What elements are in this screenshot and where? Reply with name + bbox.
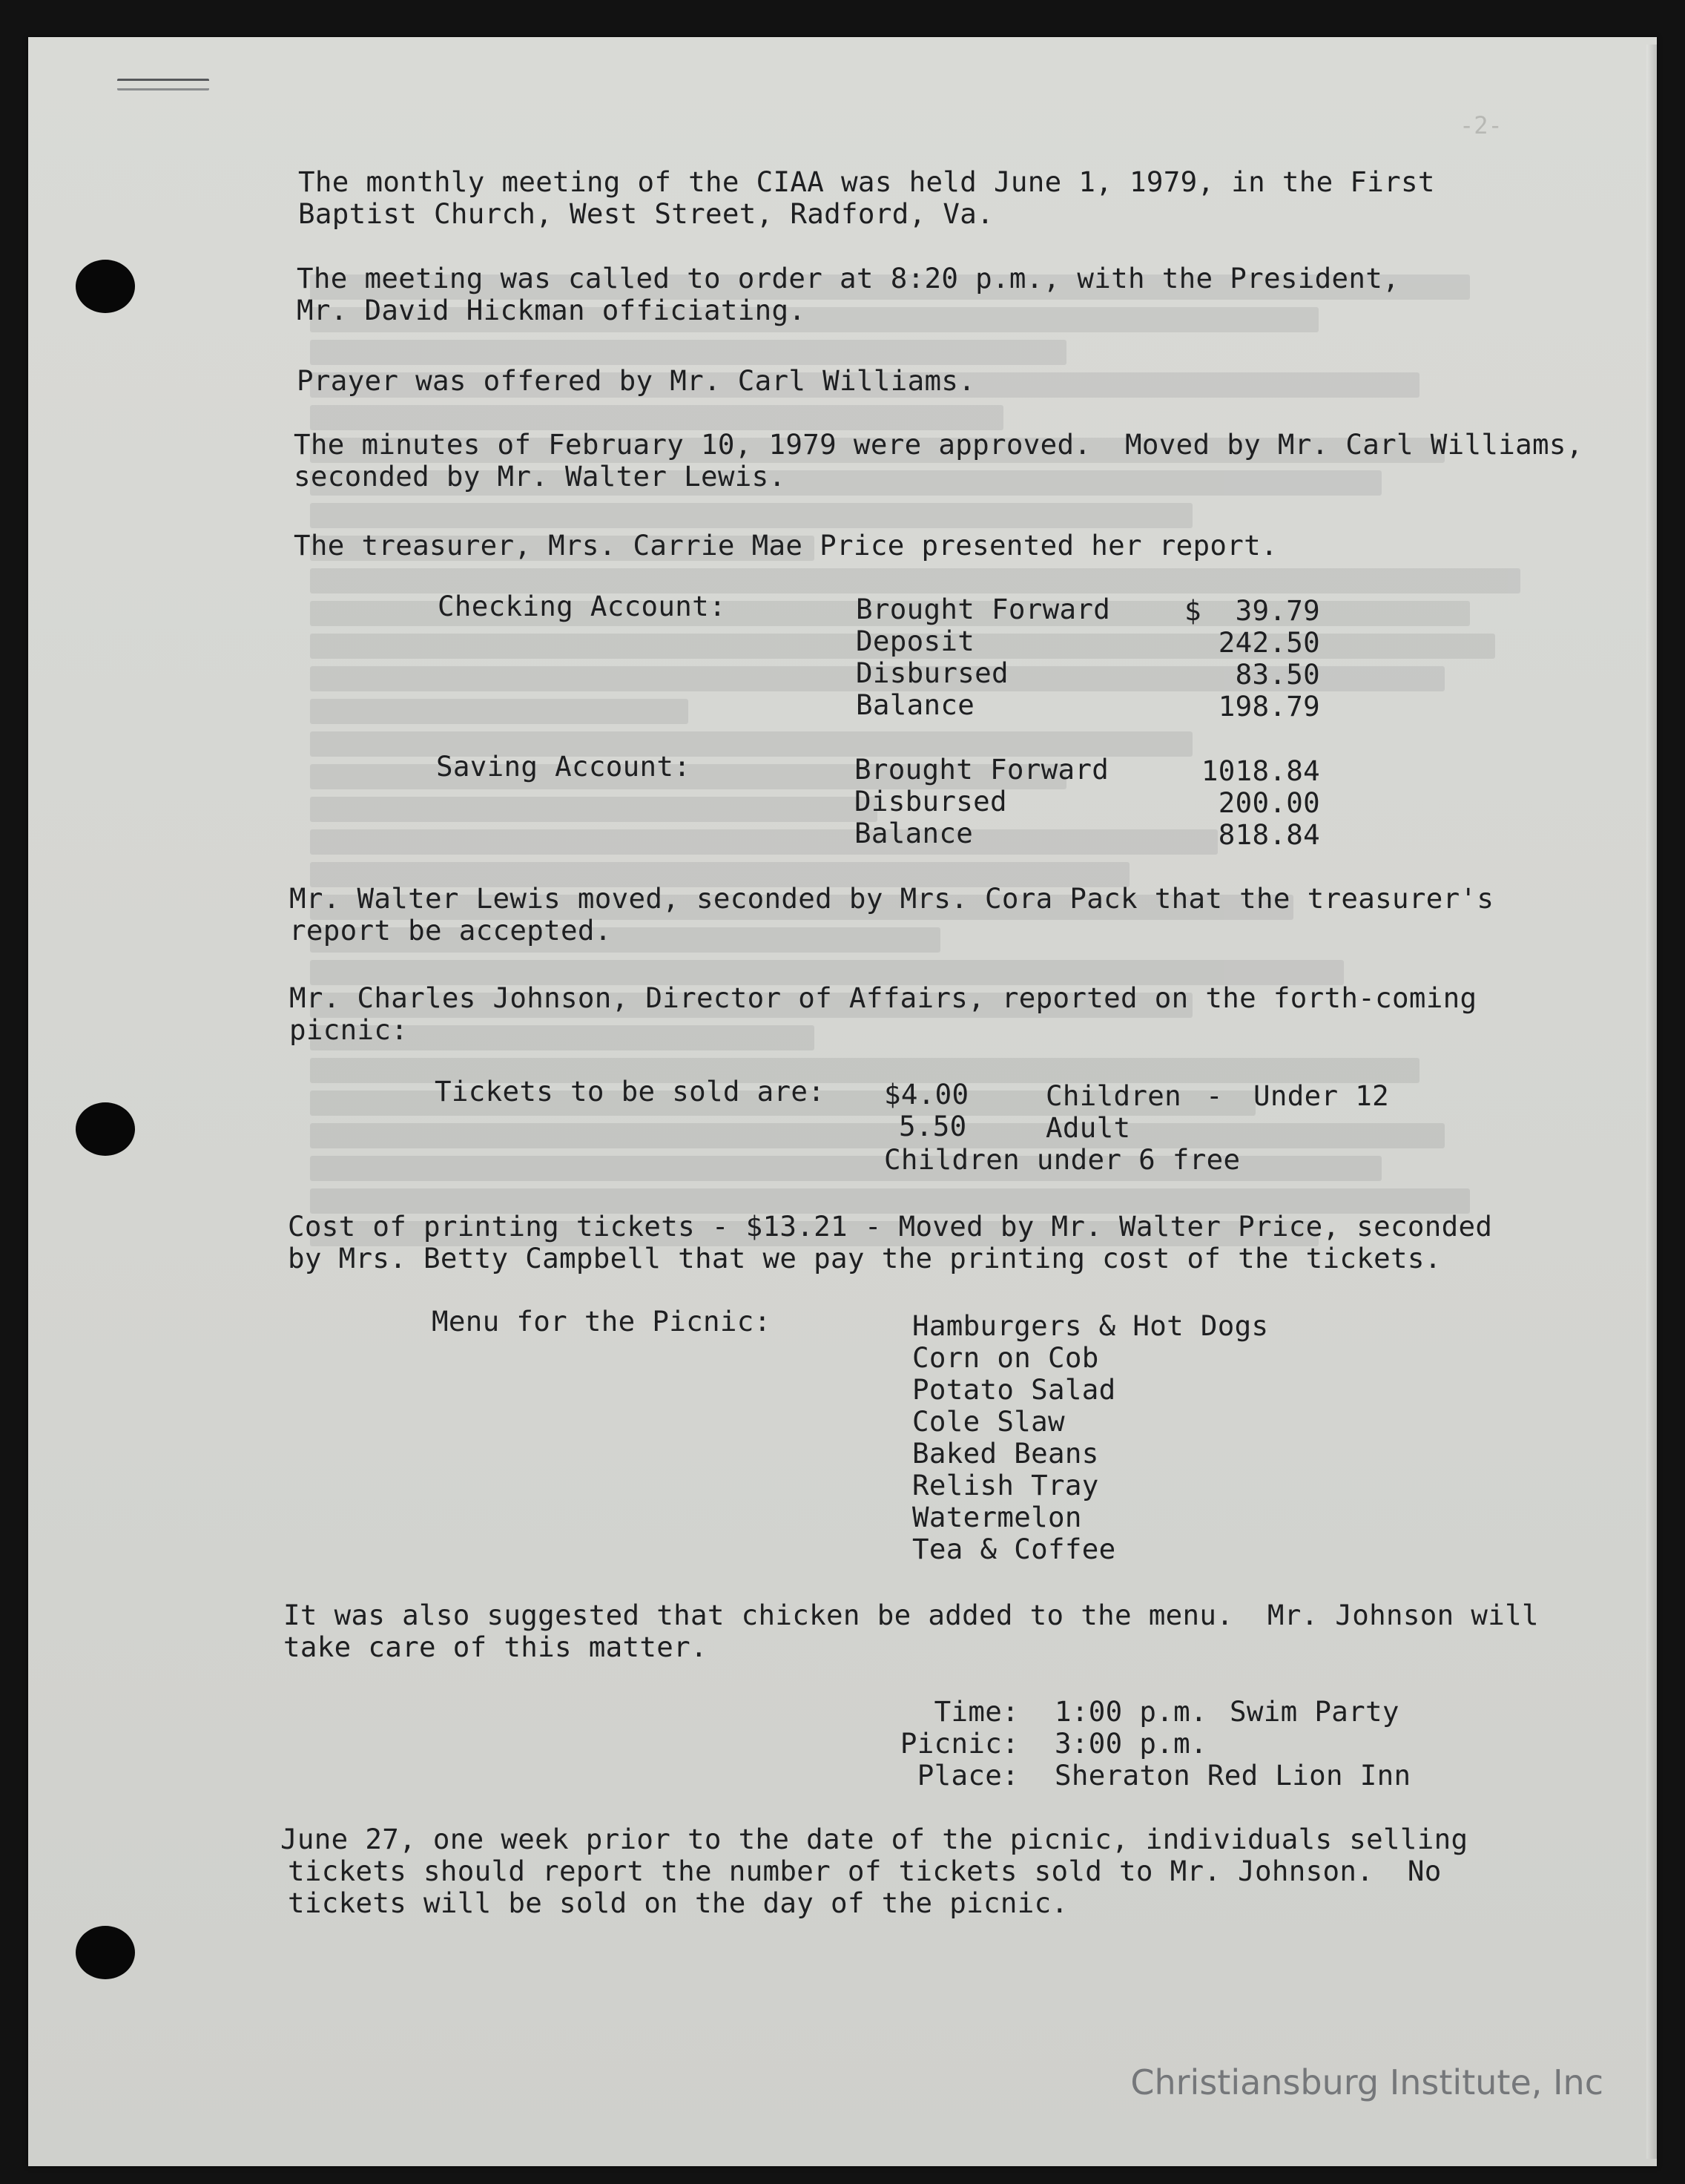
punch-hole-bottom <box>76 1926 135 1979</box>
saving-row-item: Brought Forward <box>854 753 1109 786</box>
archive-watermark: Christiansburg Institute, Inc <box>1130 2062 1603 2102</box>
paragraph-minutes-line2: seconded by Mr. Walter Lewis. <box>294 460 786 493</box>
paragraph-motion-line1: Mr. Walter Lewis moved, seconded by Mrs. Cora Pack that the treasurer's <box>289 882 1494 915</box>
schedule-value: Sheraton Red Lion Inn <box>1055 1759 1411 1792</box>
punch-hole-top <box>76 260 135 313</box>
menu-item: Hamburgers & Hot Dogs <box>912 1309 1269 1342</box>
schedule-extra: Swim Party <box>1230 1695 1399 1728</box>
schedule-label: Place: <box>917 1759 1019 1792</box>
ticket-type-adult: Adult <box>1046 1111 1131 1144</box>
saving-row-amount: 1018.84 <box>1201 754 1320 787</box>
paragraph-affairs-line1: Mr. Charles Johnson, Director of Affairs, reported on the forth-coming <box>289 981 1477 1014</box>
punch-hole-middle <box>76 1102 135 1156</box>
schedule-value: 1:00 p.m. <box>1055 1695 1207 1728</box>
schedule-label: Picnic: <box>900 1727 1019 1760</box>
paragraph-printing-line2: by Mrs. Betty Campbell that we pay the printing cost of the tickets. <box>288 1242 1442 1274</box>
checking-row-item: Brought Forward <box>856 593 1111 625</box>
paragraph-order-line1: The meeting was called to order at 8:20 p.m., with the President, <box>297 262 1399 295</box>
ticket-dash: - <box>1206 1079 1223 1112</box>
ticket-type-children: Children <box>1046 1079 1182 1112</box>
document-page <box>28 37 1657 2166</box>
schedule-value: 3:00 p.m. <box>1055 1727 1207 1760</box>
checking-row-amount: 83.50 <box>1235 658 1320 691</box>
saving-row-amount: 818.84 <box>1218 818 1320 851</box>
schedule-label: Time: <box>934 1695 1019 1728</box>
paragraph-meeting-line1: The monthly meeting of the CIAA was held June 1, 1979, in the First <box>298 165 1435 198</box>
paragraph-meeting-line2: Baptist Church, West Street, Radford, Va. <box>298 197 994 230</box>
paragraph-chicken-line2: take care of this matter. <box>283 1631 708 1663</box>
saving-row-amount: 200.00 <box>1218 786 1320 819</box>
paragraph-treasurer: The treasurer, Mrs. Carrie Mae Price presented her report. <box>294 529 1278 562</box>
paragraph-printing-line1: Cost of printing tickets - $13.21 - Moved by Mr. Walter Price, seconded <box>288 1210 1493 1243</box>
checking-row-amount: 198.79 <box>1218 690 1320 723</box>
paragraph-motion-line2: report be accepted. <box>289 914 612 947</box>
checking-account-label: Checking Account: <box>438 590 726 622</box>
saving-row-item: Disbursed <box>854 785 1007 818</box>
paragraph-deadline-line3: tickets will be sold on the day of the picnic. <box>288 1887 1069 1919</box>
menu-item: Potato Salad <box>912 1373 1116 1406</box>
checking-row-item: Deposit <box>856 625 975 657</box>
ticket-note-children: Under 12 <box>1253 1079 1390 1112</box>
menu-item: Baked Beans <box>912 1437 1099 1470</box>
paragraph-deadline-line2: tickets should report the number of tickets sold to Mr. Johnson. No <box>288 1855 1442 1887</box>
tickets-label: Tickets to be sold are: <box>435 1075 825 1108</box>
staple-mark <box>117 79 209 91</box>
menu-item: Relish Tray <box>912 1469 1099 1502</box>
ticket-price-children: $4.00 <box>884 1078 969 1111</box>
checking-row-amount: 242.50 <box>1218 626 1320 659</box>
menu-item: Watermelon <box>912 1501 1082 1533</box>
saving-row-item: Balance <box>854 817 974 849</box>
paragraph-minutes-line1: The minutes of February 10, 1979 were approved. Moved by Mr. Carl Williams, <box>294 428 1583 461</box>
checking-row-item: Disbursed <box>856 657 1009 689</box>
page-number: -2- <box>1460 111 1503 139</box>
menu-label: Menu for the Picnic: <box>432 1305 771 1338</box>
menu-item: Corn on Cob <box>912 1341 1099 1374</box>
paragraph-prayer: Prayer was offered by Mr. Carl Williams. <box>297 364 976 397</box>
ticket-free-note: Children under 6 free <box>884 1143 1241 1176</box>
checking-row-amount: $ 39.79 <box>1184 594 1320 627</box>
checking-row-item: Balance <box>856 688 975 721</box>
saving-account-label: Saving Account: <box>436 750 691 783</box>
paragraph-chicken-line1: It was also suggested that chicken be added to the menu. Mr. Johnson will <box>283 1599 1539 1631</box>
page-edge <box>1646 45 1657 2159</box>
menu-item: Tea & Coffee <box>912 1533 1116 1565</box>
ticket-price-adult: 5.50 <box>899 1110 967 1142</box>
paragraph-deadline-line1: June 27, one week prior to the date of the picnic, individuals selling <box>280 1823 1468 1855</box>
paragraph-order-line2: Mr. David Hickman officiating. <box>297 294 806 326</box>
menu-item: Cole Slaw <box>912 1405 1065 1438</box>
paragraph-affairs-line2: picnic: <box>289 1013 409 1046</box>
